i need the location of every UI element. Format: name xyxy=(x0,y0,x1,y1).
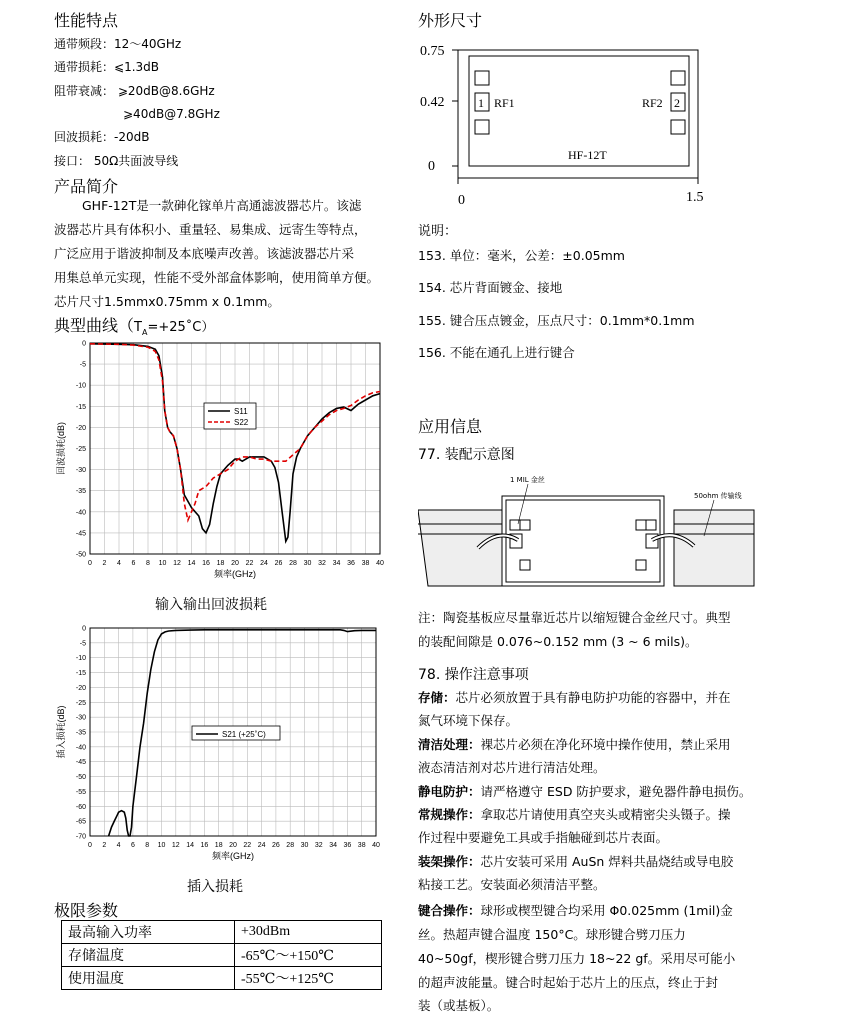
dim-label: 0.42 xyxy=(420,95,445,110)
curves-title-symbol: T xyxy=(134,320,142,335)
y-tick-label: -30 xyxy=(75,714,86,722)
handling-line: 丝。热超声键合温度 150°C。球形键合劈刀压力 xyxy=(418,927,686,942)
handling-line: 装（或基板）。 xyxy=(418,998,500,1013)
x-tick-label: 14 xyxy=(187,560,196,567)
x-tick-label: 30 xyxy=(303,560,312,567)
x-tick-label: 34 xyxy=(332,560,341,567)
pad xyxy=(636,560,646,570)
intro-title: 产品简介 xyxy=(54,177,119,196)
handling-line xyxy=(418,686,731,710)
y-tick-label: -30 xyxy=(75,467,86,475)
param-cell: 使用温度 xyxy=(62,967,235,990)
x-tick-label: 26 xyxy=(274,560,283,567)
x-tick-label: 0 xyxy=(88,560,92,567)
legend-label: S21 (+25˚C) xyxy=(222,730,266,739)
dim-label: 0 xyxy=(428,159,435,174)
ground-pad xyxy=(671,71,685,85)
y-tick-label: -10 xyxy=(75,655,86,663)
x-tick-label: 18 xyxy=(216,560,225,567)
handling-line: 的超声波能量。键合时起始于芯片上的压点，终止于封 xyxy=(418,975,719,990)
insertion-loss-chart-svg xyxy=(54,622,394,872)
y-tick-label: -45 xyxy=(75,530,86,538)
handling-key: 键合操作： xyxy=(418,903,481,918)
y-tick-label: -25 xyxy=(75,446,86,453)
legend xyxy=(192,726,280,740)
x-tick-label: 40 xyxy=(372,842,380,849)
x-tick-label: 12 xyxy=(171,842,180,849)
value-cell: +30dBm xyxy=(235,921,382,944)
return-loss-chart xyxy=(54,336,394,596)
assembly-note-line: 注：陶瓷基板应尽量靠近芯片以缩短键合金丝尺寸。典型 xyxy=(418,610,731,625)
insertion-loss-caption: 插入损耗 xyxy=(187,879,243,895)
value-cell: -65℃～+150℃ xyxy=(235,944,382,967)
handling-line: 40~50gf，楔形键合劈刀压力 18~22 gf。采用尽可能小 xyxy=(418,951,736,966)
pad xyxy=(520,560,530,570)
feature-rejection xyxy=(54,84,215,98)
feature-rejection-2: ⩾40dB@7.8GHz xyxy=(123,107,220,121)
x-tick-label: 24 xyxy=(260,560,268,567)
param-cell: 最高输入功率 xyxy=(62,921,235,944)
x-tick-label: 14 xyxy=(186,842,194,849)
rf1-label: RF1 xyxy=(494,96,515,110)
features-title: 性能特点 xyxy=(54,11,119,30)
x-tick-label: 40 xyxy=(376,560,384,567)
return-loss-caption: 输入输出回波损耗 xyxy=(155,597,267,613)
x-tick-label: 0 xyxy=(88,842,92,849)
feature-label: 阻带衰减： xyxy=(54,84,115,98)
handling-line xyxy=(418,850,733,874)
y-tick-label: -25 xyxy=(75,699,86,707)
handling-line: 粘接工艺。安装面必须清洁平整。 xyxy=(418,877,606,892)
x-tick-label: 12 xyxy=(173,560,181,567)
handling-text: 芯片必须放置于具有静电防护功能的容器中，并在 xyxy=(455,690,731,705)
handling-line xyxy=(418,899,733,923)
x-tick-label: 10 xyxy=(158,560,167,567)
y-tick-label: -70 xyxy=(75,833,86,841)
x-tick-label: 4 xyxy=(116,842,121,849)
dim-label: 0.75 xyxy=(420,44,445,59)
feature-value: ⩽1.3dB xyxy=(114,60,160,74)
x-tick-label: 20 xyxy=(229,842,237,849)
app-title: 应用信息 xyxy=(418,417,483,436)
part-label: HF-12T xyxy=(568,148,607,162)
dim-label: 1.5 xyxy=(686,190,704,205)
handling-text: 球形或楔型键合均采用 Φ0.025mm (1mil)金 xyxy=(480,903,733,918)
feature-value: 50Ω共面波导线 xyxy=(93,154,179,168)
x-tick-label: 28 xyxy=(289,560,297,567)
x-tick-label: 2 xyxy=(102,560,107,567)
y-tick-label: 0 xyxy=(82,340,86,348)
feature-loss xyxy=(54,60,159,74)
y-tick-label: -55 xyxy=(75,788,86,796)
limits-table xyxy=(61,920,382,990)
x-tick-label: 18 xyxy=(214,842,223,849)
y-tick-label: -5 xyxy=(79,640,86,648)
feature-passband xyxy=(54,37,181,51)
y-tick-label: -50 xyxy=(75,774,86,782)
feature-label: 回波损耗： xyxy=(54,130,115,144)
y-tick-label: -20 xyxy=(75,424,86,432)
param-cell: 存储温度 xyxy=(62,944,235,967)
notes-title: 说明： xyxy=(418,224,458,239)
legend xyxy=(204,403,256,429)
handling-key: 静电防护： xyxy=(418,784,481,799)
x-tick-label: 28 xyxy=(286,842,295,849)
dim-label: 0 xyxy=(458,193,465,208)
x-axis-label: 频率(GHz) xyxy=(212,851,254,861)
table-row xyxy=(62,944,382,967)
outline-title: 外形尺寸 xyxy=(418,11,483,30)
pad xyxy=(646,520,656,530)
handling-line: 氮气环境下保存。 xyxy=(418,713,519,728)
note-item: 155. 键合压点镀金，压点尺寸：0.1mm*0.1mm xyxy=(418,313,695,328)
x-tick-label: 22 xyxy=(245,560,254,567)
handling-line xyxy=(418,780,751,804)
y-tick-label: -15 xyxy=(75,670,86,678)
line-label: 50ohm 传输线 xyxy=(694,492,742,500)
handling-line: 作过程中要避免工具或手指触碰到芯片表面。 xyxy=(418,830,669,845)
pad-2-label: 2 xyxy=(674,96,680,110)
x-tick-label: 38 xyxy=(361,560,370,567)
curves-title-sub: A xyxy=(141,328,148,338)
assembly-title: 77. 装配示意图 xyxy=(418,447,515,463)
pad-1-label: 1 xyxy=(478,96,484,110)
handling-text: 拿取芯片请使用真空夹头或精密尖头镊子。操 xyxy=(480,807,731,822)
value-cell: -55℃～+125℃ xyxy=(235,967,382,990)
y-axis-label: 回波损耗(dB) xyxy=(56,421,66,476)
x-tick-label: 4 xyxy=(117,560,121,567)
note-item: 156. 不能在通孔上进行键合 xyxy=(418,345,575,360)
insertion-loss-chart xyxy=(54,622,394,876)
handling-key: 常规操作： xyxy=(418,807,481,822)
legend-label: S11 xyxy=(234,407,248,416)
chip xyxy=(502,496,664,586)
x-tick-label: 20 xyxy=(231,560,239,567)
right-substrate xyxy=(674,510,754,586)
intro-line: 用集总单元实现，性能不受外部盒体影响，使用简单方便。 xyxy=(54,270,380,285)
handling-text: 芯片安装可采用 AuSn 焊料共晶烧结或导电胶 xyxy=(480,854,734,869)
curves-title-text: 典型曲线（ xyxy=(54,316,135,335)
intro-line: 广泛应用于谐波抑制及本底噪声改善。该滤波器芯片采 xyxy=(54,246,355,261)
y-tick-label: -15 xyxy=(75,403,86,411)
ground-pad xyxy=(671,120,685,134)
left-substrate xyxy=(418,510,502,586)
x-tick-label: 30 xyxy=(300,842,309,849)
x-tick-label: 36 xyxy=(347,560,355,567)
y-tick-label: -5 xyxy=(79,361,86,369)
handling-title: 78. 操作注意事项 xyxy=(418,667,529,683)
handling-text: 裸芯片必须在净化环境中操作使用，禁止采用 xyxy=(480,737,731,752)
limits-title: 极限参数 xyxy=(54,901,119,920)
table-row xyxy=(62,921,382,944)
x-tick-label: 2 xyxy=(102,842,107,849)
y-tick-label: -20 xyxy=(75,684,86,692)
x-tick-label: 16 xyxy=(202,560,210,567)
intro-line: 芯片尺寸1.5mmx0.75mm x 0.1mm。 xyxy=(54,294,280,309)
intro-line: 波器芯片具有体积小、重量轻、易集成、远寄生等特点， xyxy=(54,222,367,237)
ground-pad xyxy=(475,120,489,134)
y-tick-label: -35 xyxy=(75,729,86,737)
handling-line xyxy=(418,733,731,757)
feature-label: 通带损耗： xyxy=(54,60,115,74)
assembly-diagram xyxy=(418,474,758,604)
legend-label: S22 xyxy=(234,418,249,427)
feature-return-loss xyxy=(54,130,149,144)
x-tick-label: 10 xyxy=(157,842,166,849)
x-tick-label: 8 xyxy=(146,560,150,567)
x-tick-label: 26 xyxy=(272,842,280,849)
pad xyxy=(520,520,530,530)
x-tick-label: 24 xyxy=(257,842,266,849)
curves-title-tail: =+25˚C） xyxy=(147,320,215,335)
x-tick-label: 34 xyxy=(329,842,337,849)
return-loss-chart-svg xyxy=(54,336,394,592)
outline-drawing xyxy=(418,38,718,213)
y-tick-label: -40 xyxy=(75,744,86,752)
handling-text: 请严格遵守 ESD 防护要求，避免器件静电损伤。 xyxy=(480,784,752,799)
note-item: 153. 单位：毫米，公差：±0.05mm xyxy=(418,248,625,263)
feature-label: 通带频段： xyxy=(54,37,115,51)
x-tick-label: 6 xyxy=(130,842,135,849)
x-tick-label: 8 xyxy=(145,842,150,849)
y-tick-label: -10 xyxy=(75,382,86,390)
x-axis-label: 频率(GHz) xyxy=(214,569,256,579)
y-tick-label: -50 xyxy=(75,551,86,559)
rf2-label: RF2 xyxy=(642,96,663,110)
feature-value: -20dB xyxy=(114,130,150,144)
x-tick-label: 32 xyxy=(318,560,326,567)
intro-line: GHF-12T是一款砷化镓单片高通滤波器芯片。该滤 xyxy=(82,198,362,213)
y-tick-label: -60 xyxy=(75,803,86,811)
x-tick-label: 16 xyxy=(200,842,209,849)
y-tick-label: -45 xyxy=(75,759,86,767)
table-row xyxy=(62,967,382,990)
handling-key: 存储： xyxy=(418,690,456,705)
handling-line: 液态清洁剂对芯片进行清洁处理。 xyxy=(418,760,606,775)
assembly-note-line: 的装配间隙是 0.076~0.152 mm (3 ~ 6 mils)。 xyxy=(418,634,698,649)
handling-key: 清洁处理： xyxy=(418,737,481,752)
y-tick-label: -65 xyxy=(75,818,86,826)
y-axis-label: 插入损耗(dB) xyxy=(56,705,66,759)
y-tick-label: -40 xyxy=(75,509,86,517)
x-tick-label: 32 xyxy=(314,842,323,849)
x-tick-label: 22 xyxy=(243,842,252,849)
pad xyxy=(636,520,646,530)
feature-value: 12～40GHz xyxy=(114,37,182,51)
handling-key: 装架操作： xyxy=(418,854,481,869)
x-tick-label: 36 xyxy=(343,842,352,849)
ground-pad xyxy=(475,71,489,85)
x-tick-label: 38 xyxy=(357,842,366,849)
y-tick-label: -35 xyxy=(75,488,86,496)
feature-value: ⩾20dB@8.6GHz xyxy=(117,84,215,98)
note-item: 154. 芯片背面镀金、接地 xyxy=(418,280,563,295)
y-tick-label: 0 xyxy=(82,625,86,633)
handling-line xyxy=(418,803,731,827)
x-tick-label: 6 xyxy=(131,560,136,567)
curves-title xyxy=(54,313,214,337)
wire-label: 1 MIL 金丝 xyxy=(510,476,545,484)
feature-label: 接口： xyxy=(54,154,91,168)
feature-port xyxy=(54,154,178,168)
